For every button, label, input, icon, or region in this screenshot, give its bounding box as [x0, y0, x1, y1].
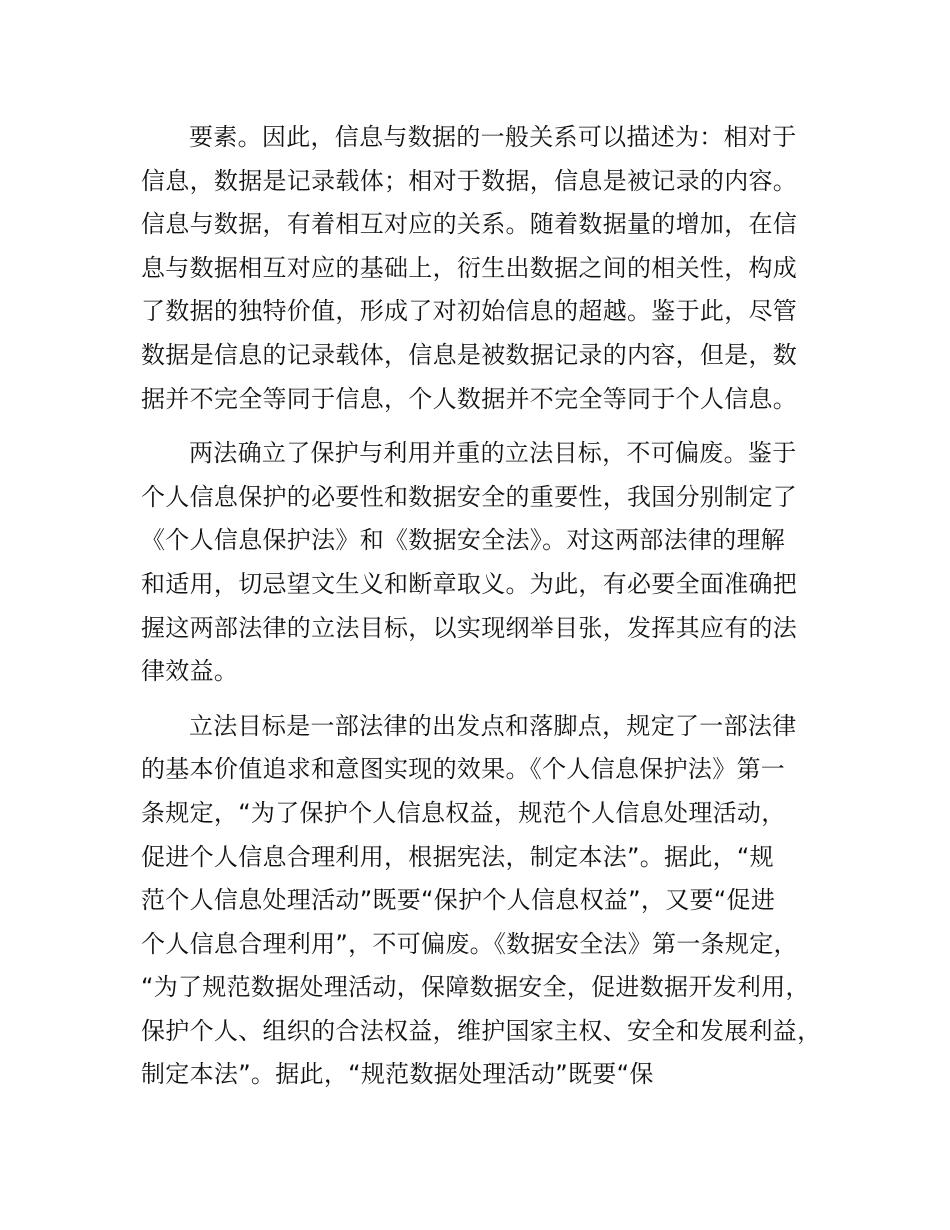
- text-line: 《个人信息保护法》和《数据安全法》。对这两部法律的理解: [141, 526, 786, 555]
- text-line: “为了规范数据处理活动，保障数据安全，促进数据开发利用，: [141, 973, 810, 1002]
- text-line: 握这两部法律的立法目标，以实现纲举目张，发挥其应有的法: [141, 613, 798, 642]
- document-body: [141, 116, 841, 1097]
- paragraph-3: [141, 705, 841, 1097]
- text-line: 据并不完全等同于信息，个人数据并不完全等同于个人信息。: [141, 384, 798, 413]
- text-line: 律效益。: [141, 657, 239, 686]
- text-line: 促进个人信息合理利用，根据宪法，制定本法”。据此，“规: [141, 842, 774, 871]
- text-line: 数据是信息的记录载体，信息是被数据记录的内容，但是，数: [141, 340, 798, 369]
- text-line: 范个人信息处理活动”既要“保护个人信息权益”，又要“促进: [141, 886, 776, 915]
- text-line: 两法确立了保护与利用并重的立法目标，不可偏废。鉴于: [189, 439, 797, 468]
- text-line: 要素。因此，信息与数据的一般关系可以描述为：相对于: [189, 123, 797, 151]
- text-line: 信息，数据是记录载体；相对于数据，信息是被记录的内容。: [141, 166, 798, 195]
- text-line: 的基本价值追求和意图实现的效果。《个人信息保护法》第一: [141, 755, 786, 784]
- text-line: 保护个人、组织的合法权益，维护国家主权、安全和发展利益，: [141, 1016, 822, 1045]
- text-line: 息与数据相互对应的基础上，衍生出数据之间的相关性，构成: [141, 253, 798, 282]
- paragraph-1: [141, 116, 841, 421]
- paragraph-2: [141, 432, 841, 694]
- text-line: 信息与数据，有着相互对应的关系。随着数据量的增加，在信: [141, 210, 798, 239]
- text-line: 条规定，“为了保护个人信息权益，规范个人信息处理活动，: [141, 798, 786, 827]
- text-line: 个人信息保护的必要性和数据安全的重要性，我国分别制定了: [141, 482, 798, 511]
- text-line: 和适用，切忌望文生义和断章取义。为此，有必要全面准确把: [141, 569, 798, 598]
- text-line: 了数据的独特价值，形成了对初始信息的超越。鉴于此，尽管: [141, 297, 798, 326]
- text-line: 制定本法”。据此，“规范数据处理活动”既要“保: [141, 1060, 654, 1089]
- text-line: 个人信息合理利用”，不可偏废。《数据安全法》第一条规定，: [141, 929, 798, 958]
- text-line: 立法目标是一部法律的出发点和落脚点，规定了一部法律: [189, 711, 797, 740]
